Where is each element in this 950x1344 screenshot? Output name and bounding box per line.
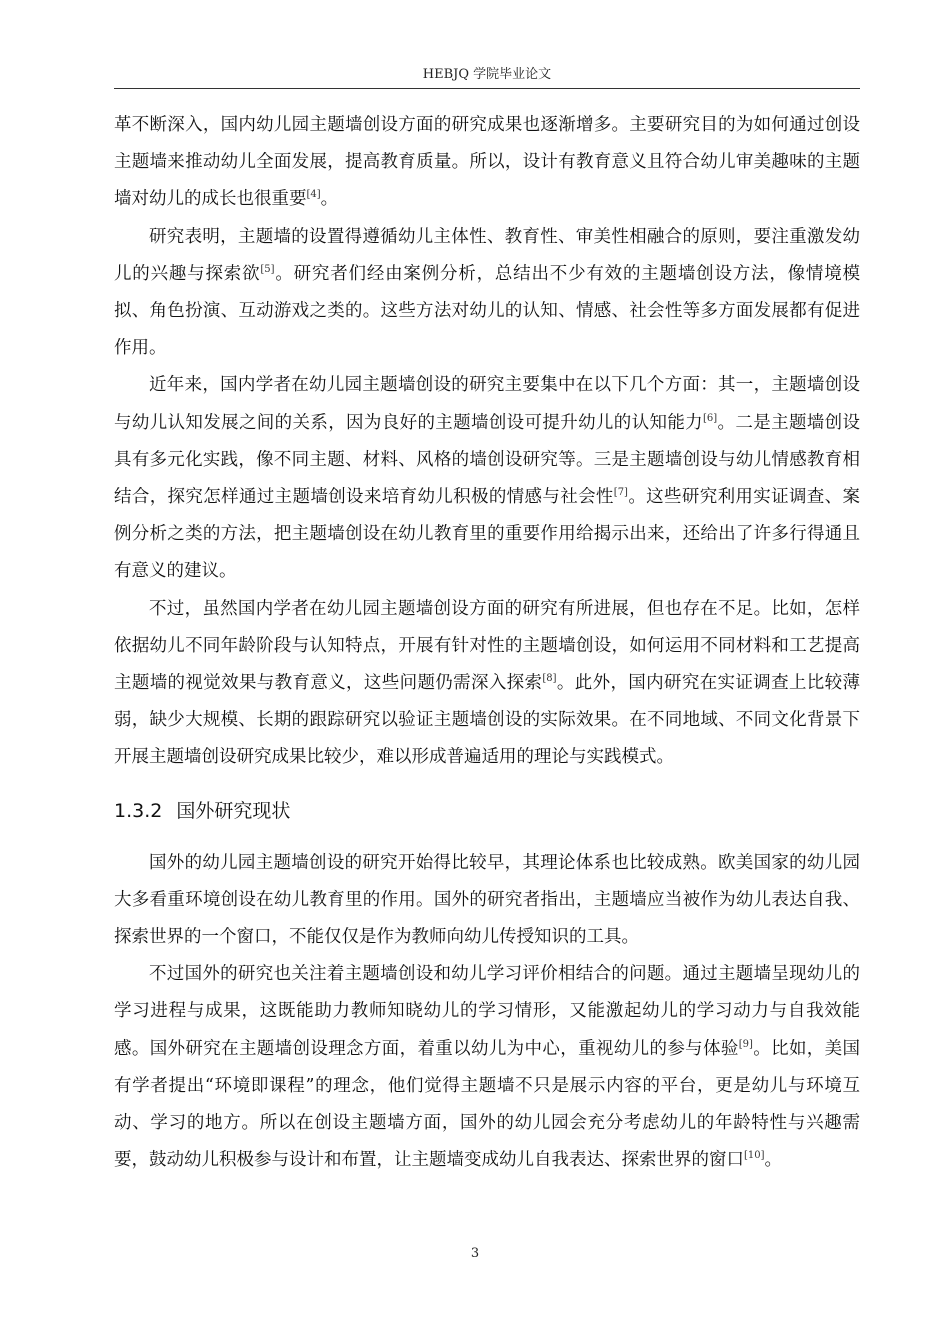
text-run: 近年来，国内学者在幼儿园主题墙创设的研究主要集中在以下几个方面：其一，主题墙创设与幼儿认知发展之间的关系，因为良好的主题墙创设可提升幼儿的认知能力 — [114, 375, 860, 433]
text-run: 。这些研究利用实证调查、案例分析之类的方法，把主题墙创设在幼儿教育里的重要作用给揭示出来，还给出了许多行得通且有意义的建议。 — [114, 487, 861, 582]
section-number: 1.3.2 — [114, 799, 163, 822]
text-run: 。 — [320, 189, 339, 210]
text-run: 研究表明，主题墙的设置得遵循幼儿主体性、教育性、审美性相融合的原则，要注重激发幼儿的兴趣与探索欲 — [114, 226, 860, 284]
citation-reference: [8] — [542, 673, 557, 685]
text-run: 不过国外的研究也关注着主题墙创设和幼儿学习评价相结合的问题。通过主题墙呈现幼儿的学习进程与成果，这既能助力教师知晓幼儿的学习情形，又能激起幼儿的学习动力与自我效能感。国外研究在主题墙创设理念方面，着重以幼儿为中心，重视幼儿的参与体验 — [114, 964, 860, 1059]
text-run: 不过，虽然国内学者在幼儿园主题墙创设方面的研究有所进展，但也存在不足。比如，怎样依据幼儿不同年龄阶段与认知特点，开展有针对性的主题墙创设，如何运用不同材料和工艺提高主题墙的视觉效果与教育意义，这些问题仍需深入探索 — [114, 598, 860, 694]
section-title: 国外研究现状 — [176, 799, 291, 822]
paragraph-recent-years — [114, 367, 860, 590]
page-number: 3 — [470, 1246, 480, 1261]
paragraph-research-shows — [114, 219, 860, 368]
running-header: HEBJQ 学院毕业论文 — [422, 67, 552, 82]
citation-reference: [7] — [613, 487, 628, 499]
text-run: 革不断深入，国内幼儿园主题墙创设方面的研究成果也逐渐增多。主要研究目的为如何通过创设主题墙来推动幼儿全面发展，提高教育质量。所以，设计有教育意义且符合幼儿审美趣味的主题墙对幼儿的成长也很重要 — [114, 115, 860, 210]
header-rule — [114, 88, 860, 89]
citation-reference: [10] — [744, 1150, 765, 1162]
citation-reference: [9] — [738, 1038, 753, 1050]
text-run: 。 — [764, 1150, 783, 1171]
page-body — [114, 107, 860, 1179]
citation-reference: [6] — [703, 412, 718, 424]
text-run: 。比如，美国有学者提出“环境即课程”的理念，他们觉得主题墙不只是展示内容的平台，更是幼儿与环境互动、学习的地方。所以在创设主题墙方面，国外的幼儿园会充分考虑幼儿的年龄特性与兴趣需要，鼓动幼儿积极参与设计和布置，让主题墙变成幼儿自我表达、探索世界的窗口 — [114, 1038, 861, 1171]
paragraph-continued — [114, 107, 860, 219]
text-run: 。二是主题墙创设具有多元化实践，像不同主题、材料、风格的墙创设研究等。三是主题墙创设与幼儿情感教育相结合，探究怎样通过主题墙创设来培育幼儿积极的情感与社会性 — [114, 412, 860, 508]
paragraph-foreign-research — [114, 845, 860, 957]
section-heading — [114, 777, 860, 845]
text-run: 。此外，国内研究在实证调查上比较薄弱，缺少大规模、长期的跟踪研究以验证主题墙创设的实际效果。在不同地域、不同文化背景下开展主题墙创设研究成果比较少，难以形成普遍适用的理论与实践模式。 — [114, 673, 861, 768]
text-run: 。研究者们经由案例分析，总结出不少有效的主题墙创设方法，像情境模拟、角色扮演、互动游戏之类的。这些方法对幼儿的认知、情感、社会性等多方面发展都有促进作用。 — [114, 263, 861, 359]
paragraph-foreign-evaluation — [114, 956, 860, 1179]
text-run: 国外的幼儿园主题墙创设的研究开始得比较早，其理论体系也比较成熟。欧美国家的幼儿园大多看重环境创设在幼儿教育里的作用。国外的研究者指出，主题墙应当被作为幼儿表达自我、探索世界的一个窗口，不能仅仅是作为教师向幼儿传授知识的工具。 — [114, 852, 860, 948]
citation-reference: [4] — [306, 189, 321, 201]
citation-reference: [5] — [260, 263, 275, 275]
paragraph-however-domestic — [114, 591, 860, 777]
